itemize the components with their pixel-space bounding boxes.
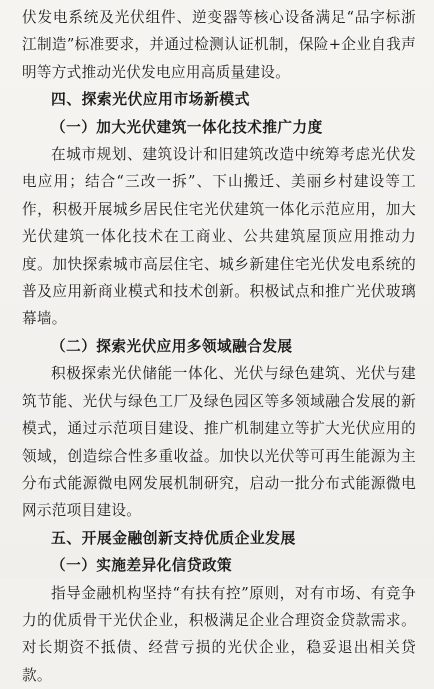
- section-heading-5: 五、开展金融创新支持优质企业发展: [51, 529, 296, 547]
- subsection-heading-5-1: （一）实施差异化信贷政策: [51, 557, 233, 575]
- paragraph-4-1: 在城市规划、建筑设计和旧建筑改造中统筹考虑光伏发电应用；结合“三改一拆”、下山搬迁、美丽乡村建设等工作，积极开展城乡居民住宅光伏建筑一体化示范应用，加大光伏建筑一体化技术在工商业、公共建筑屋顶应用推动力度。加快探索城市高层住宅、城乡新建住宅光伏发电系统的普及应用新商业模式和技术创新。积极试点和推广光伏玻璃幕墙。: [22, 146, 416, 328]
- paragraph-continued: 伏发电系统及光伏组件、逆变器等核心设备满足“品字标浙江制造”标准要求，并通过检测认证机制，保险+企业自我声明等方式推动光伏发电应用高质量建设。: [22, 9, 416, 81]
- subsection-heading-4-1: （一）加大光伏建筑一体化技术推广力度: [51, 118, 323, 136]
- section-heading-4: 四、探索光伏应用市场新模式: [51, 91, 250, 109]
- subsection-heading-4-2: （二）探索光伏应用多领域融合发展: [51, 337, 293, 355]
- paragraph-5-1: 指导金融机构坚持“有扶有控”原则，对有市场、有竞争力的优质骨干光伏企业，积极满足企业合理资金贷款需求。对长期资不抵债、经营亏损的光伏企业，稳妥退出相关贷款。: [22, 584, 416, 684]
- paragraph-4-2: 积极探索光伏储能一体化、光伏与绿色建筑、光伏与建筑节能、光伏与绿色工厂及绿色园区等多领域融合发展的新模式，通过示范项目建设、推广机制建立等扩大光伏应用的领域，创造综合性多重收益。加快以光伏等可再生能源为主分布式能源微电网发展机制研究，启动一批分布式能源微电网示范项目建设。: [22, 365, 416, 520]
